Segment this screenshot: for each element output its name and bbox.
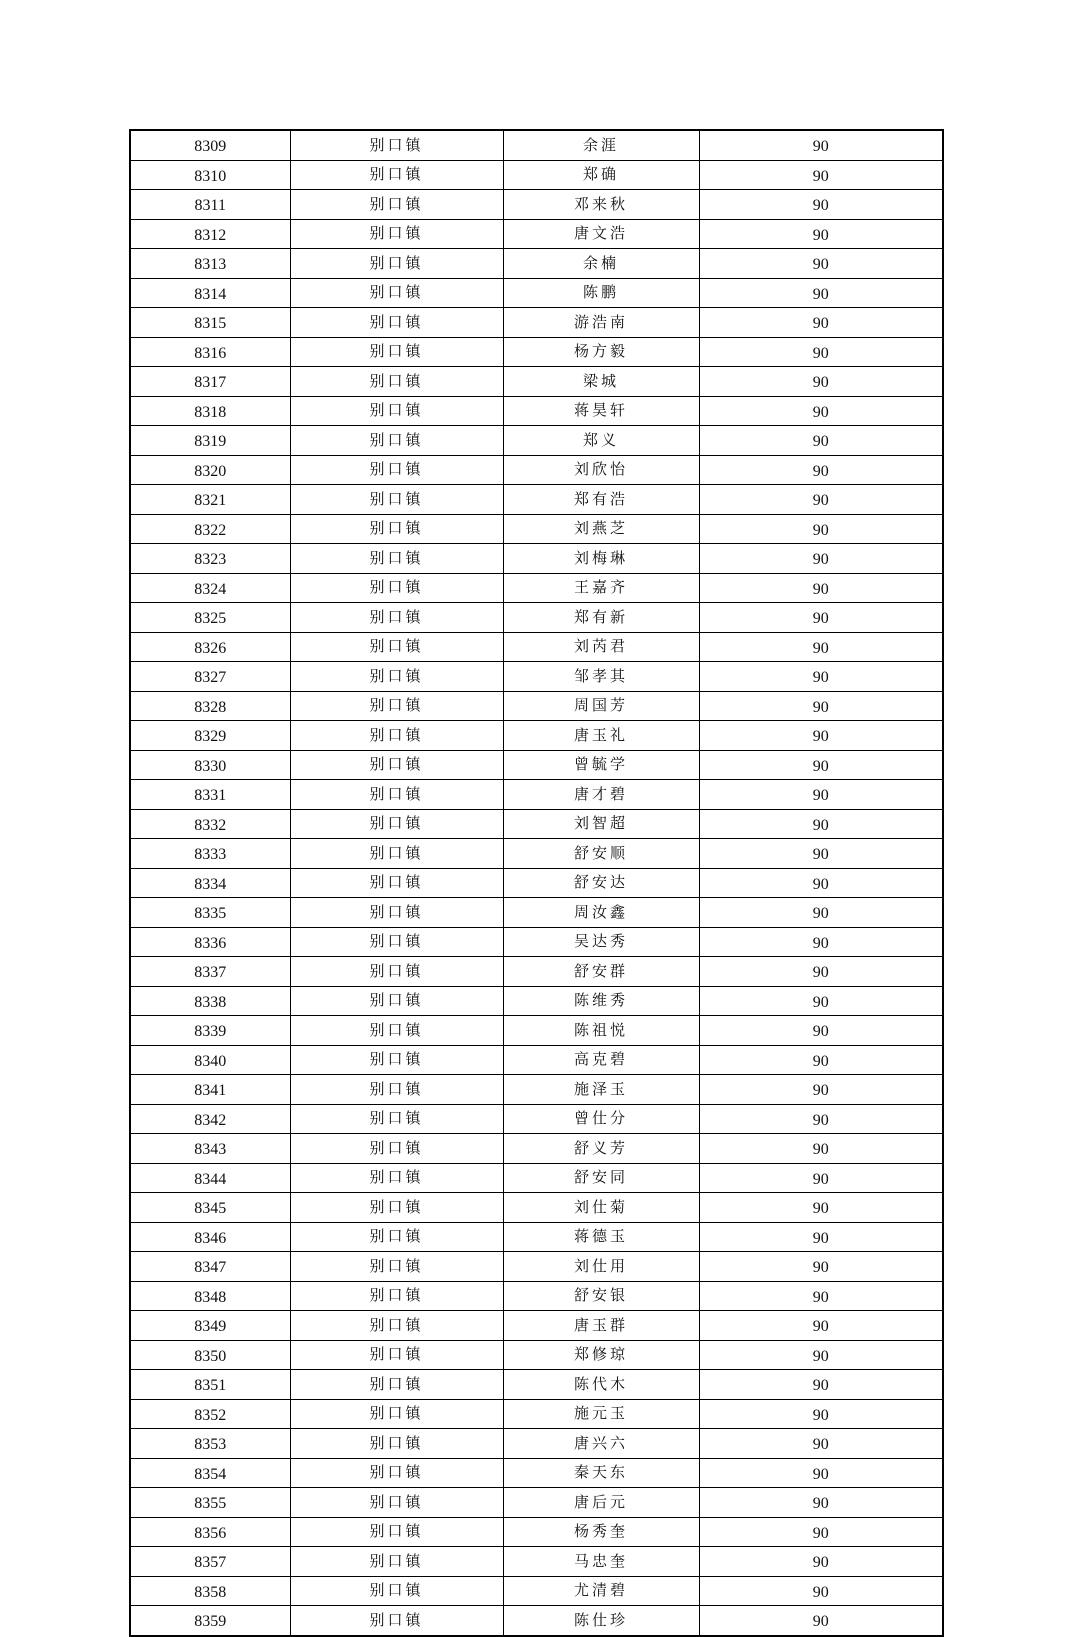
serial-number-cell: 8312: [130, 219, 290, 249]
town-cell: 别口镇: [290, 986, 503, 1016]
table-row: [130, 249, 943, 279]
serial-number-cell: 8359: [130, 1606, 290, 1636]
serial-number-cell: 8355: [130, 1488, 290, 1518]
serial-number-cell: 8346: [130, 1222, 290, 1252]
town-cell: 别口镇: [290, 573, 503, 603]
person-name-cell: 周汝鑫: [503, 898, 699, 928]
score-cell: 90: [699, 1370, 943, 1400]
table-row: [130, 278, 943, 308]
table-row: [130, 190, 943, 220]
table-row: [130, 632, 943, 662]
town-cell: 别口镇: [290, 603, 503, 633]
table-row: [130, 898, 943, 928]
town-cell: 别口镇: [290, 396, 503, 426]
table-row: [130, 750, 943, 780]
town-cell: 别口镇: [290, 1281, 503, 1311]
person-name-cell: 郑义: [503, 426, 699, 456]
serial-number-cell: 8345: [130, 1193, 290, 1223]
table-row: [130, 1075, 943, 1105]
serial-number-cell: 8342: [130, 1104, 290, 1134]
score-cell: 90: [699, 780, 943, 810]
table-row: [130, 160, 943, 190]
score-cell: 90: [699, 691, 943, 721]
table-row: [130, 1045, 943, 1075]
person-name-cell: 唐玉礼: [503, 721, 699, 751]
table-row: [130, 1104, 943, 1134]
person-name-cell: 郑有新: [503, 603, 699, 633]
town-cell: 别口镇: [290, 1045, 503, 1075]
score-cell: 90: [699, 130, 943, 160]
table-row: [130, 426, 943, 456]
score-cell: 90: [699, 809, 943, 839]
town-cell: 别口镇: [290, 1488, 503, 1518]
table-row: [130, 367, 943, 397]
person-name-cell: 唐文浩: [503, 219, 699, 249]
town-cell: 别口镇: [290, 839, 503, 869]
score-cell: 90: [699, 927, 943, 957]
score-cell: 90: [699, 1429, 943, 1459]
serial-number-cell: 8313: [130, 249, 290, 279]
table-row: [130, 809, 943, 839]
person-name-cell: 马忠奎: [503, 1547, 699, 1577]
serial-number-cell: 8340: [130, 1045, 290, 1075]
person-name-cell: 尤清碧: [503, 1576, 699, 1606]
score-cell: 90: [699, 986, 943, 1016]
town-cell: 别口镇: [290, 1517, 503, 1547]
town-cell: 别口镇: [290, 1606, 503, 1636]
town-cell: 别口镇: [290, 1222, 503, 1252]
town-cell: 别口镇: [290, 662, 503, 692]
person-name-cell: 陈仕珍: [503, 1606, 699, 1636]
score-cell: 90: [699, 367, 943, 397]
town-cell: 别口镇: [290, 780, 503, 810]
serial-number-cell: 8320: [130, 455, 290, 485]
score-cell: 90: [699, 1547, 943, 1577]
serial-number-cell: 8311: [130, 190, 290, 220]
score-cell: 90: [699, 1311, 943, 1341]
person-name-cell: 舒安群: [503, 957, 699, 987]
person-name-cell: 余涯: [503, 130, 699, 160]
town-cell: 别口镇: [290, 1163, 503, 1193]
serial-number-cell: 8336: [130, 927, 290, 957]
serial-number-cell: 8323: [130, 544, 290, 574]
town-cell: 别口镇: [290, 721, 503, 751]
table-row: [130, 986, 943, 1016]
score-cell: 90: [699, 573, 943, 603]
town-cell: 别口镇: [290, 809, 503, 839]
serial-number-cell: 8309: [130, 130, 290, 160]
score-cell: 90: [699, 839, 943, 869]
table-row: [130, 1134, 943, 1164]
score-cell: 90: [699, 957, 943, 987]
town-cell: 别口镇: [290, 1193, 503, 1223]
person-name-cell: 梁城: [503, 367, 699, 397]
table-row: [130, 1193, 943, 1223]
serial-number-cell: 8356: [130, 1517, 290, 1547]
table-body: [130, 130, 943, 1636]
serial-number-cell: 8335: [130, 898, 290, 928]
table-row: [130, 1458, 943, 1488]
serial-number-cell: 8332: [130, 809, 290, 839]
town-cell: 别口镇: [290, 1104, 503, 1134]
serial-number-cell: 8317: [130, 367, 290, 397]
score-cell: 90: [699, 308, 943, 338]
table-row: [130, 780, 943, 810]
person-name-cell: 唐后元: [503, 1488, 699, 1518]
table-row: [130, 721, 943, 751]
score-cell: 90: [699, 1193, 943, 1223]
person-name-cell: 舒安达: [503, 868, 699, 898]
town-cell: 别口镇: [290, 278, 503, 308]
table-row: [130, 1370, 943, 1400]
person-name-cell: 秦天东: [503, 1458, 699, 1488]
town-cell: 别口镇: [290, 308, 503, 338]
table-row: [130, 957, 943, 987]
town-cell: 别口镇: [290, 1429, 503, 1459]
table-row: [130, 455, 943, 485]
score-cell: 90: [699, 1222, 943, 1252]
person-name-cell: 刘燕芝: [503, 514, 699, 544]
person-name-cell: 陈代木: [503, 1370, 699, 1400]
score-cell: 90: [699, 219, 943, 249]
person-name-cell: 周国芳: [503, 691, 699, 721]
person-name-cell: 唐兴六: [503, 1429, 699, 1459]
town-cell: 别口镇: [290, 485, 503, 515]
town-cell: 别口镇: [290, 1547, 503, 1577]
town-cell: 别口镇: [290, 1311, 503, 1341]
serial-number-cell: 8351: [130, 1370, 290, 1400]
score-cell: 90: [699, 1488, 943, 1518]
table-row: [130, 396, 943, 426]
score-cell: 90: [699, 721, 943, 751]
town-cell: 别口镇: [290, 426, 503, 456]
table-row: [130, 1488, 943, 1518]
town-cell: 别口镇: [290, 160, 503, 190]
serial-number-cell: 8316: [130, 337, 290, 367]
person-name-cell: 舒安顺: [503, 839, 699, 869]
serial-number-cell: 8339: [130, 1016, 290, 1046]
town-cell: 别口镇: [290, 691, 503, 721]
table-row: [130, 1517, 943, 1547]
serial-number-cell: 8321: [130, 485, 290, 515]
score-cell: 90: [699, 1016, 943, 1046]
town-cell: 别口镇: [290, 1075, 503, 1105]
score-cell: 90: [699, 1606, 943, 1636]
serial-number-cell: 8349: [130, 1311, 290, 1341]
score-cell: 90: [699, 278, 943, 308]
person-name-cell: 蒋昊轩: [503, 396, 699, 426]
town-cell: 别口镇: [290, 1458, 503, 1488]
person-name-cell: 邹孝其: [503, 662, 699, 692]
serial-number-cell: 8344: [130, 1163, 290, 1193]
serial-number-cell: 8325: [130, 603, 290, 633]
table-row: [130, 544, 943, 574]
person-name-cell: 施元玉: [503, 1399, 699, 1429]
table-row: [130, 1606, 943, 1636]
person-name-cell: 吴达秀: [503, 927, 699, 957]
serial-number-cell: 8330: [130, 750, 290, 780]
table-row: [130, 573, 943, 603]
table-row: [130, 839, 943, 869]
table-row: [130, 130, 943, 160]
table-row: [130, 1547, 943, 1577]
person-name-cell: 唐才碧: [503, 780, 699, 810]
town-cell: 别口镇: [290, 1399, 503, 1429]
score-cell: 90: [699, 1399, 943, 1429]
score-cell: 90: [699, 1134, 943, 1164]
table-row: [130, 1222, 943, 1252]
serial-number-cell: 8326: [130, 632, 290, 662]
score-cell: 90: [699, 544, 943, 574]
serial-number-cell: 8341: [130, 1075, 290, 1105]
serial-number-cell: 8337: [130, 957, 290, 987]
score-cell: 90: [699, 426, 943, 456]
person-name-cell: 刘欣怡: [503, 455, 699, 485]
serial-number-cell: 8354: [130, 1458, 290, 1488]
serial-number-cell: 8348: [130, 1281, 290, 1311]
town-cell: 别口镇: [290, 898, 503, 928]
serial-number-cell: 8314: [130, 278, 290, 308]
score-cell: 90: [699, 396, 943, 426]
table-row: [130, 514, 943, 544]
table-row: [130, 927, 943, 957]
serial-number-cell: 8327: [130, 662, 290, 692]
score-cell: 90: [699, 249, 943, 279]
score-cell: 90: [699, 190, 943, 220]
table-row: [130, 1311, 943, 1341]
person-name-cell: 余楠: [503, 249, 699, 279]
table-row: [130, 868, 943, 898]
person-name-cell: 刘梅琳: [503, 544, 699, 574]
score-cell: 90: [699, 1075, 943, 1105]
serial-number-cell: 8338: [130, 986, 290, 1016]
town-cell: 别口镇: [290, 957, 503, 987]
town-cell: 别口镇: [290, 130, 503, 160]
score-cell: 90: [699, 1104, 943, 1134]
table-row: [130, 485, 943, 515]
town-cell: 别口镇: [290, 1340, 503, 1370]
score-cell: 90: [699, 898, 943, 928]
score-cell: 90: [699, 485, 943, 515]
score-cell: 90: [699, 1458, 943, 1488]
score-cell: 90: [699, 1252, 943, 1282]
person-name-cell: 唐玉群: [503, 1311, 699, 1341]
serial-number-cell: 8331: [130, 780, 290, 810]
score-cell: 90: [699, 1576, 943, 1606]
person-name-cell: 杨秀奎: [503, 1517, 699, 1547]
town-cell: 别口镇: [290, 337, 503, 367]
serial-number-cell: 8329: [130, 721, 290, 751]
table-row: [130, 1163, 943, 1193]
table-row: [130, 1281, 943, 1311]
serial-number-cell: 8350: [130, 1340, 290, 1370]
town-cell: 别口镇: [290, 1576, 503, 1606]
table-row: [130, 337, 943, 367]
town-cell: 别口镇: [290, 249, 503, 279]
serial-number-cell: 8352: [130, 1399, 290, 1429]
person-name-cell: 刘芮君: [503, 632, 699, 662]
score-cell: 90: [699, 632, 943, 662]
town-cell: 别口镇: [290, 927, 503, 957]
serial-number-cell: 8315: [130, 308, 290, 338]
person-name-cell: 曾仕分: [503, 1104, 699, 1134]
serial-number-cell: 8322: [130, 514, 290, 544]
town-cell: 别口镇: [290, 219, 503, 249]
town-cell: 别口镇: [290, 632, 503, 662]
person-name-cell: 刘仕用: [503, 1252, 699, 1282]
score-cell: 90: [699, 750, 943, 780]
serial-number-cell: 8328: [130, 691, 290, 721]
person-name-cell: 舒安银: [503, 1281, 699, 1311]
score-cell: 90: [699, 1045, 943, 1075]
town-cell: 别口镇: [290, 1370, 503, 1400]
serial-number-cell: 8333: [130, 839, 290, 869]
score-cell: 90: [699, 337, 943, 367]
score-cell: 90: [699, 603, 943, 633]
town-cell: 别口镇: [290, 190, 503, 220]
town-cell: 别口镇: [290, 1134, 503, 1164]
person-name-cell: 邓来秋: [503, 190, 699, 220]
serial-number-cell: 8358: [130, 1576, 290, 1606]
town-cell: 别口镇: [290, 868, 503, 898]
serial-number-cell: 8353: [130, 1429, 290, 1459]
table-row: [130, 1252, 943, 1282]
town-cell: 别口镇: [290, 544, 503, 574]
person-name-cell: 舒安同: [503, 1163, 699, 1193]
score-cell: 90: [699, 662, 943, 692]
score-cell: 90: [699, 1517, 943, 1547]
serial-number-cell: 8318: [130, 396, 290, 426]
person-name-cell: 杨方毅: [503, 337, 699, 367]
table-row: [130, 691, 943, 721]
score-cell: 90: [699, 514, 943, 544]
person-name-cell: 陈祖悦: [503, 1016, 699, 1046]
score-cell: 90: [699, 1340, 943, 1370]
town-cell: 别口镇: [290, 1016, 503, 1046]
person-name-cell: 舒义芳: [503, 1134, 699, 1164]
serial-number-cell: 8357: [130, 1547, 290, 1577]
score-cell: 90: [699, 1281, 943, 1311]
person-name-cell: 刘仕菊: [503, 1193, 699, 1223]
town-cell: 别口镇: [290, 367, 503, 397]
serial-number-cell: 8310: [130, 160, 290, 190]
serial-number-cell: 8324: [130, 573, 290, 603]
table-row: [130, 219, 943, 249]
score-cell: 90: [699, 455, 943, 485]
table-row: [130, 1016, 943, 1046]
table-row: [130, 1399, 943, 1429]
person-name-cell: 高克碧: [503, 1045, 699, 1075]
serial-number-cell: 8347: [130, 1252, 290, 1282]
person-name-cell: 蒋德玉: [503, 1222, 699, 1252]
person-name-cell: 游浩南: [503, 308, 699, 338]
table-row: [130, 1429, 943, 1459]
score-cell: 90: [699, 1163, 943, 1193]
register-table: [129, 129, 944, 1637]
person-name-cell: 王嘉齐: [503, 573, 699, 603]
person-name-cell: 陈鹏: [503, 278, 699, 308]
person-name-cell: 郑修琼: [503, 1340, 699, 1370]
score-cell: 90: [699, 868, 943, 898]
person-name-cell: 郑确: [503, 160, 699, 190]
table-row: [130, 603, 943, 633]
table-row: [130, 308, 943, 338]
person-name-cell: 曾毓学: [503, 750, 699, 780]
score-cell: 90: [699, 160, 943, 190]
table-row: [130, 1340, 943, 1370]
town-cell: 别口镇: [290, 514, 503, 544]
town-cell: 别口镇: [290, 455, 503, 485]
table-row: [130, 662, 943, 692]
town-cell: 别口镇: [290, 1252, 503, 1282]
town-cell: 别口镇: [290, 750, 503, 780]
person-name-cell: 施泽玉: [503, 1075, 699, 1105]
person-name-cell: 刘智超: [503, 809, 699, 839]
person-name-cell: 陈维秀: [503, 986, 699, 1016]
serial-number-cell: 8319: [130, 426, 290, 456]
serial-number-cell: 8343: [130, 1134, 290, 1164]
table-row: [130, 1576, 943, 1606]
serial-number-cell: 8334: [130, 868, 290, 898]
person-name-cell: 郑有浩: [503, 485, 699, 515]
